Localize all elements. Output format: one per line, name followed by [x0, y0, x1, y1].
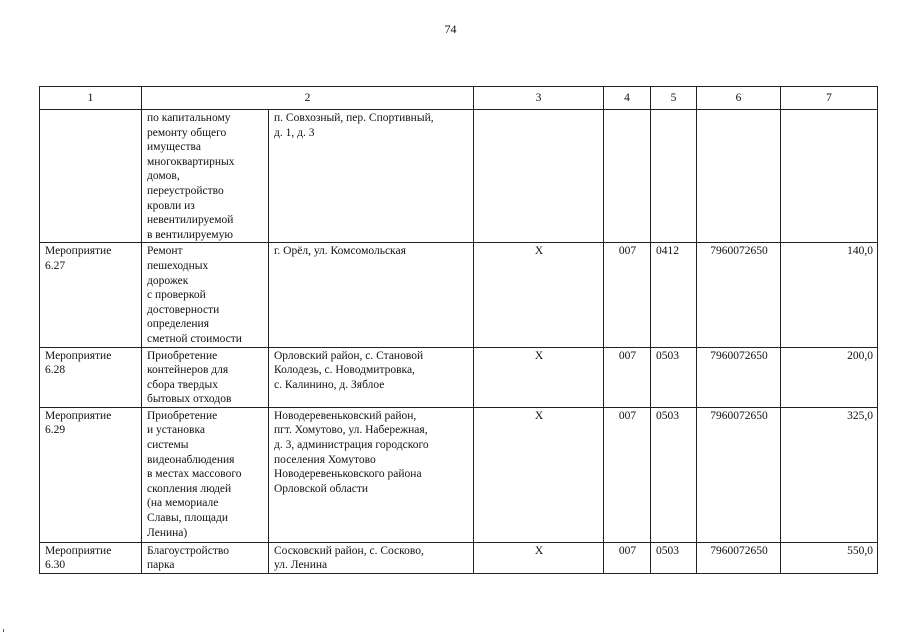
- col7-cell: 325,0: [781, 407, 878, 542]
- event-name-cell: по капитальному ремонту общего имущества многоквартирных домов, переустройство кровли из невентилируемой в вентилируемую: [142, 110, 269, 243]
- header-col-7: 7: [781, 87, 878, 110]
- scan-speck: [3, 629, 4, 632]
- col3-cell: Х: [474, 542, 604, 573]
- col3-cell: Х: [474, 243, 604, 347]
- event-cell: Мероприятие 6.27: [40, 243, 142, 347]
- col6-cell: 7960072650: [697, 347, 781, 407]
- event-name-cell: Приобретение и установка системы видеонаблюдения в местах массового скопления людей (на мемориале Славы, площади Ленина): [142, 407, 269, 542]
- table-row: [40, 542, 878, 573]
- header-row: [40, 87, 878, 110]
- col5-cell: 0412: [651, 243, 697, 347]
- budget-table: [39, 86, 878, 574]
- header-col-4: 4: [604, 87, 651, 110]
- event-cell: Мероприятие 6.29: [40, 407, 142, 542]
- table-row: [40, 407, 878, 542]
- col4-cell: [604, 110, 651, 243]
- col5-cell: 0503: [651, 542, 697, 573]
- address-cell: Новодеревеньковский район, пгт. Хомутово, ул. Набережная, д. 3, администрация городского поселения Хомутово Новодеревеньковского района Орловской области: [269, 407, 474, 542]
- col6-cell: 7960072650: [697, 407, 781, 542]
- event-cell: [40, 110, 142, 243]
- col4-cell: 007: [604, 243, 651, 347]
- col6-cell: [697, 110, 781, 243]
- col3-cell: [474, 110, 604, 243]
- address-cell: Орловский район, с. Становой Колодезь, с. Новодмитровка, с. Калинино, д. Зяблое: [269, 347, 474, 407]
- col7-cell: 200,0: [781, 347, 878, 407]
- table-row: [40, 243, 878, 347]
- col7-cell: 550,0: [781, 542, 878, 573]
- col5-cell: [651, 110, 697, 243]
- table-row: [40, 347, 878, 407]
- event-name-cell: Приобретение контейнеров для сбора твердых бытовых отходов: [142, 347, 269, 407]
- event-cell: Мероприятие 6.30: [40, 542, 142, 573]
- address-cell: п. Совхозный, пер. Спортивный, д. 1, д. 3: [269, 110, 474, 243]
- header-col-5: 5: [651, 87, 697, 110]
- event-cell: Мероприятие 6.28: [40, 347, 142, 407]
- address-cell: Сосковский район, с. Сосково, ул. Ленина: [269, 542, 474, 573]
- col7-cell: 140,0: [781, 243, 878, 347]
- page-number: 74: [444, 22, 457, 36]
- col3-cell: Х: [474, 347, 604, 407]
- header-col-1: 1: [40, 87, 142, 110]
- col6-cell: 7960072650: [697, 542, 781, 573]
- col6-cell: 7960072650: [697, 243, 781, 347]
- header-col-6: 6: [697, 87, 781, 110]
- col4-cell: 007: [604, 407, 651, 542]
- address-cell: г. Орёл, ул. Комсомольская: [269, 243, 474, 347]
- event-name-cell: Ремонт пешеходных дорожек с проверкой достоверности определения сметной стоимости: [142, 243, 269, 347]
- col5-cell: 0503: [651, 407, 697, 542]
- event-name-cell: Благоустройство парка: [142, 542, 269, 573]
- header-col-3: 3: [474, 87, 604, 110]
- col7-cell: [781, 110, 878, 243]
- col3-cell: Х: [474, 407, 604, 542]
- col4-cell: 007: [604, 542, 651, 573]
- col4-cell: 007: [604, 347, 651, 407]
- table-row: [40, 110, 878, 243]
- header-col-2: 2: [142, 87, 474, 110]
- col5-cell: 0503: [651, 347, 697, 407]
